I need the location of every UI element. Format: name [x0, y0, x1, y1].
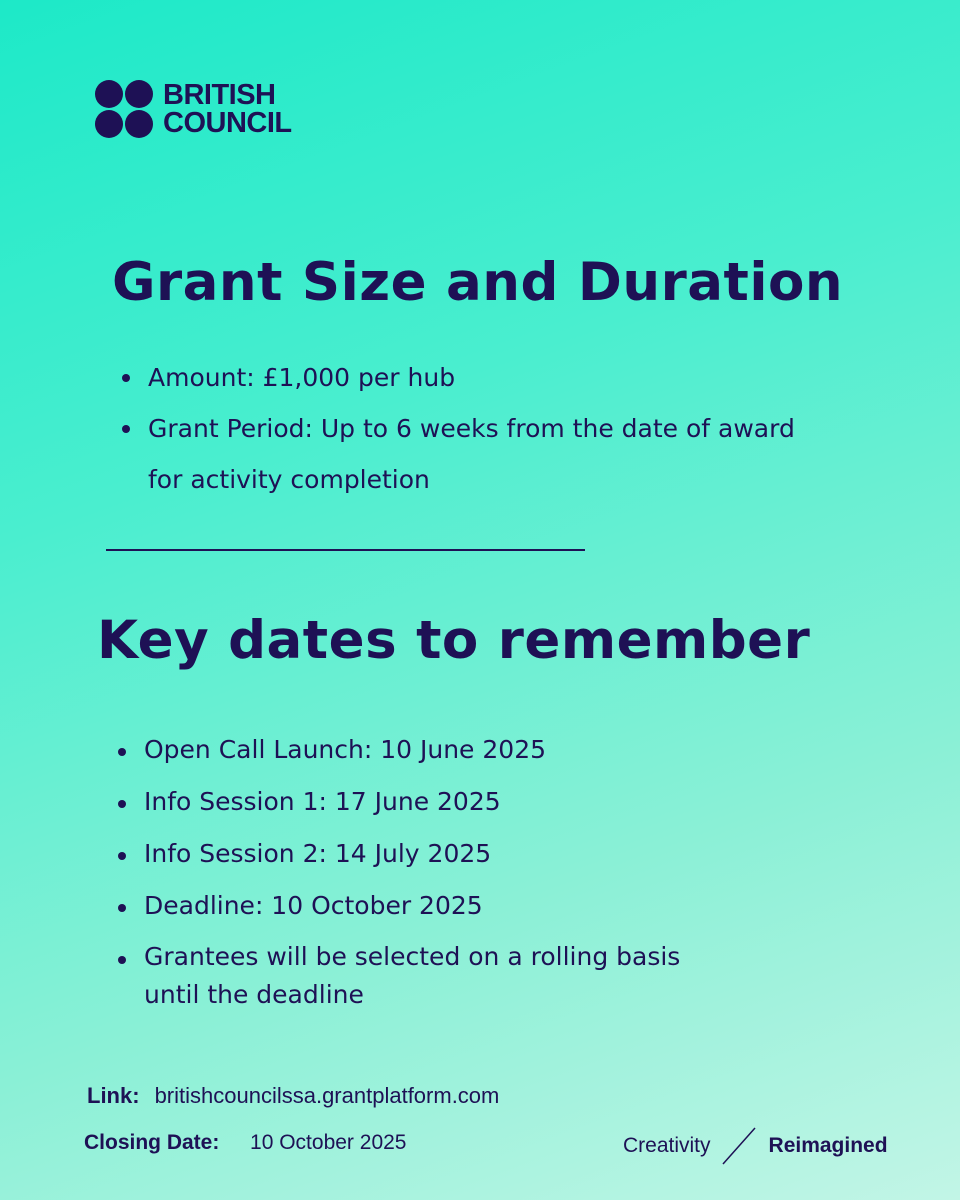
date-item-deadline: Deadline: 10 October 2025	[116, 886, 836, 926]
key-dates-heading: Key dates to remember	[97, 610, 811, 671]
link-row	[87, 1083, 499, 1109]
key-dates-list	[116, 730, 836, 1026]
date-item-rolling-basis: Grantees will be selected on a rolling basis until the deadline	[116, 938, 836, 1014]
tagline	[623, 1126, 888, 1166]
grant-period-continuation: for activity completion	[148, 465, 430, 494]
grant-period-item: Grant Period: Up to 6 weeks from the date of award for activity completion	[120, 403, 840, 505]
grant-details-list	[120, 352, 840, 505]
link-url[interactable]: britishcouncilssa.grantplatform.com	[154, 1083, 500, 1108]
rolling-basis-continuation: until the deadline	[144, 980, 364, 1009]
section-divider	[106, 549, 585, 551]
tagline-right: Reimagined	[768, 1134, 888, 1157]
logo-wordmark	[163, 81, 292, 137]
date-item-info-session-1: Info Session 1: 17 June 2025	[116, 782, 836, 822]
logo-line-1: BRITISH	[163, 79, 276, 111]
closing-date-row	[84, 1130, 406, 1155]
closing-date-label: Closing Date:	[84, 1131, 220, 1154]
logo-dots-icon	[95, 80, 153, 138]
date-item-open-call: Open Call Launch: 10 June 2025	[116, 730, 836, 770]
british-council-logo	[95, 80, 292, 138]
grant-amount-item: Amount: £1,000 per hub	[120, 352, 840, 403]
slash-divider-icon	[721, 1126, 757, 1166]
tagline-left: Creativity	[623, 1134, 711, 1157]
link-label: Link:	[87, 1083, 140, 1108]
grant-section-heading: Grant Size and Duration	[112, 252, 844, 313]
logo-line-2: COUNCIL	[163, 107, 292, 139]
closing-date-value: 10 October 2025	[250, 1131, 407, 1154]
date-item-info-session-2: Info Session 2: 14 July 2025	[116, 834, 836, 874]
